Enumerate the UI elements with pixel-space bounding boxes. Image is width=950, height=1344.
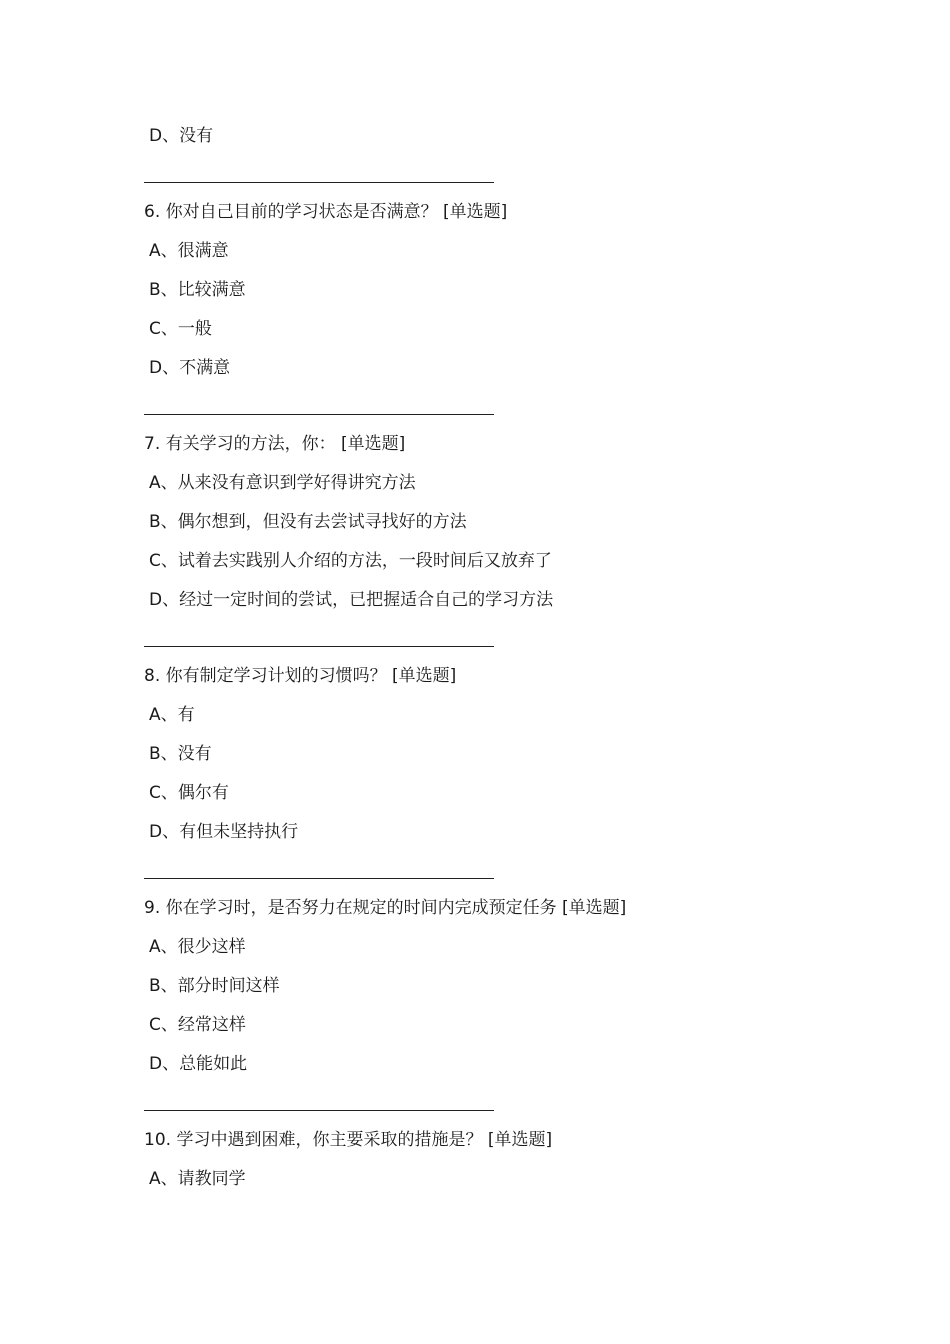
option-q9-d: D、总能如此 [149, 1054, 248, 1074]
option-q8-a: A、有 [149, 705, 195, 725]
separator-line [144, 646, 494, 647]
option-q6-b: B、比较满意 [149, 280, 246, 300]
option-q6-a: A、很满意 [149, 241, 229, 261]
question-title-10: 10. 学习中遇到困难，你主要采取的措施是？ [单选题] [144, 1130, 553, 1150]
option-q6-d: D、不满意 [149, 358, 231, 378]
question-title-6: 6. 你对自己目前的学习状态是否满意？ [单选题] [144, 202, 508, 222]
question-title-9: 9. 你在学习时，是否努力在规定的时间内完成预定任务 [单选题] [144, 898, 627, 918]
option-q7-a: A、从来没有意识到学好得讲究方法 [149, 473, 416, 493]
question-title-8: 8. 你有制定学习计划的习惯吗？ [单选题] [144, 666, 457, 686]
separator-line [144, 1110, 494, 1111]
option-q10-a: A、请教同学 [149, 1169, 246, 1189]
option-q6-c: C、一般 [149, 319, 212, 339]
option-q8-c: C、偶尔有 [149, 783, 229, 803]
question-title-7: 7. 有关学习的方法，你： [单选题] [144, 434, 406, 454]
option-q5-d: D、没有 [149, 126, 214, 146]
option-q8-b: B、没有 [149, 744, 212, 764]
option-q9-a: A、很少这样 [149, 937, 246, 957]
separator-line [144, 414, 494, 415]
option-q7-d: D、经过一定时间的尝试，已把握适合自己的学习方法 [149, 590, 554, 610]
option-q9-c: C、经常这样 [149, 1015, 246, 1035]
separator-line [144, 878, 494, 879]
option-q9-b: B、部分时间这样 [149, 976, 280, 996]
separator-line [144, 182, 494, 183]
option-q8-d: D、有但未坚持执行 [149, 822, 299, 842]
option-q7-c: C、试着去实践别人介绍的方法，一段时间后又放弃了 [149, 551, 552, 571]
option-q7-b: B、偶尔想到，但没有去尝试寻找好的方法 [149, 512, 467, 532]
